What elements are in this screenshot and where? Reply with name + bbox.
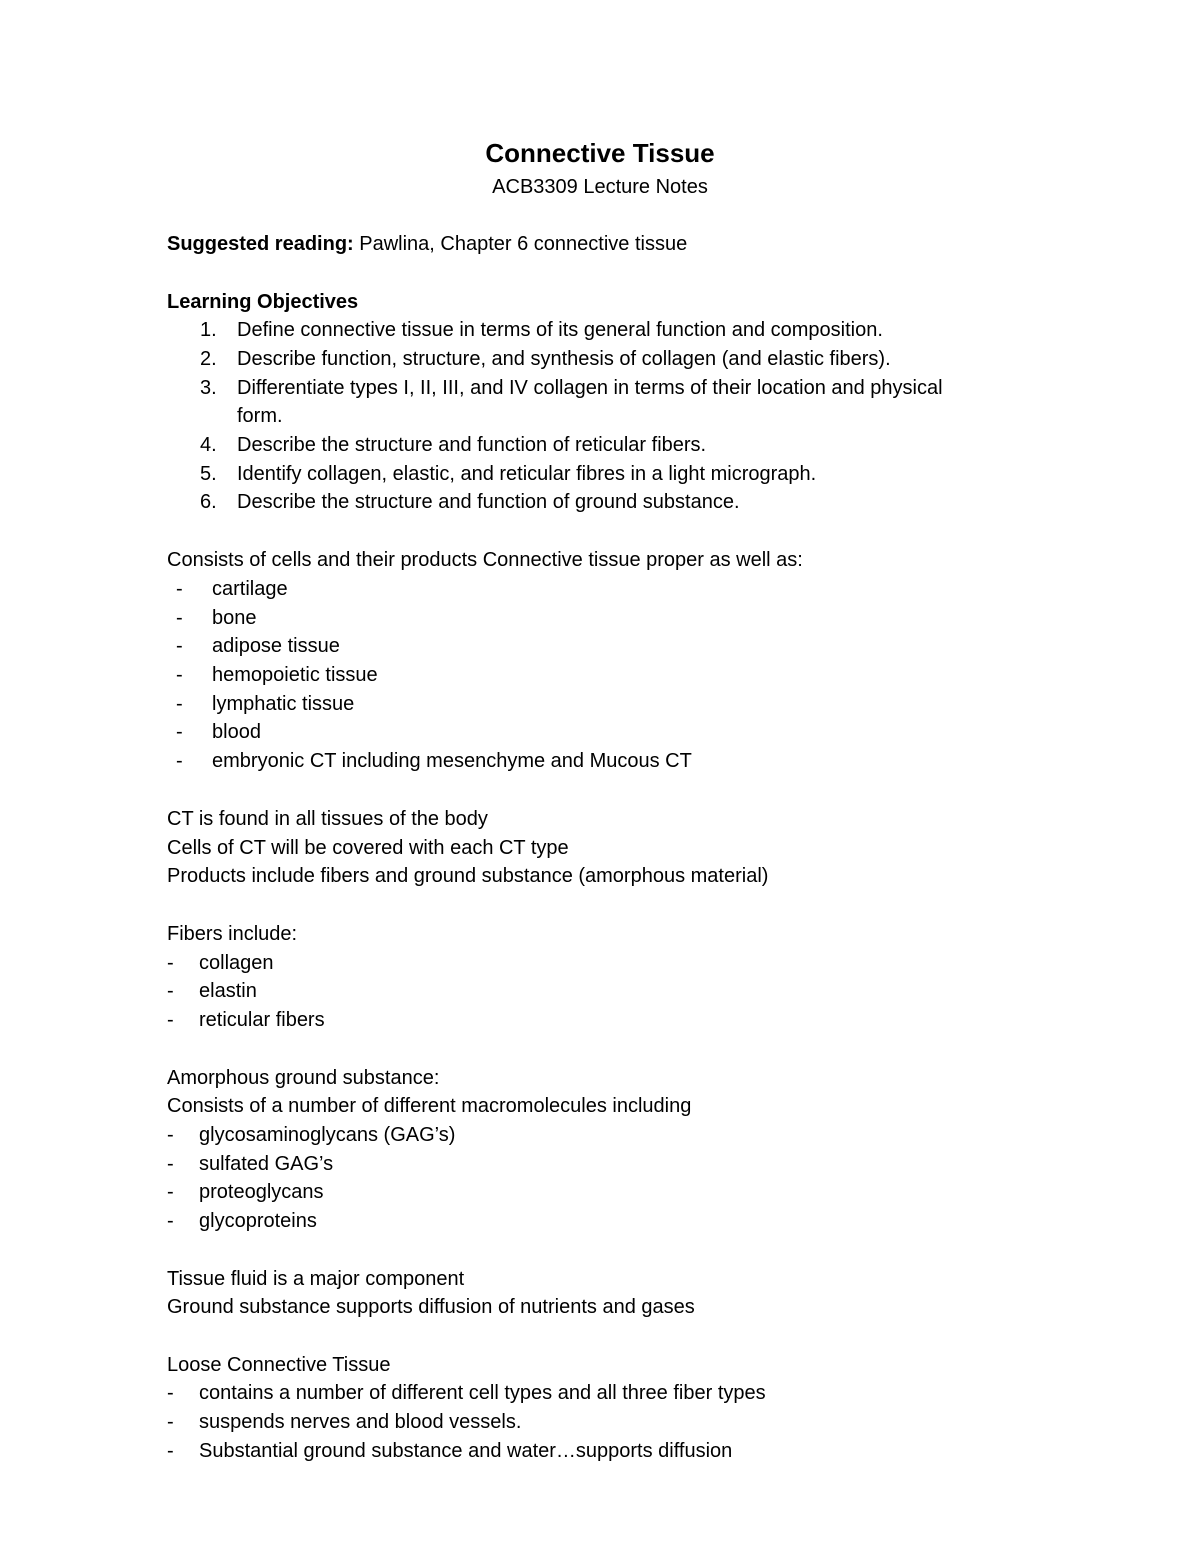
suggested-reading-label: Suggested reading:: [167, 233, 354, 255]
bullet-dash: -: [176, 693, 183, 715]
bullet-dash: -: [176, 750, 183, 772]
list-item: glycosaminoglycans (GAG’s): [199, 1124, 456, 1146]
list-item: Substantial ground substance and water…supports diffusion: [199, 1440, 733, 1462]
bullet-dash: -: [167, 1153, 174, 1175]
objective-text: Differentiate types I, II, III, and IV collagen in terms of their location and physical: [237, 377, 943, 399]
consists-intro: Consists of cells and their products Connective tissue proper as well as:: [167, 549, 803, 571]
list-item: lymphatic tissue: [212, 693, 355, 715]
objective-text-continued: form.: [237, 405, 283, 427]
suggested-reading: [167, 230, 687, 258]
objective-text: Describe function, structure, and synthesis of collagen (and elastic fibers).: [237, 348, 891, 370]
list-item: proteoglycans: [199, 1181, 324, 1203]
list-item: embryonic CT including mesenchyme and Mucous CT: [212, 750, 692, 772]
fluid-line: Ground substance supports diffusion of nutrients and gases: [167, 1296, 695, 1318]
bullet-dash: -: [167, 1210, 174, 1232]
bullet-dash: -: [176, 721, 183, 743]
bullet-dash: -: [167, 952, 174, 974]
loose-heading: Loose Connective Tissue: [167, 1354, 391, 1376]
objective-number: 2.: [200, 348, 217, 370]
bullet-dash: -: [176, 664, 183, 686]
suggested-reading-text: Pawlina, Chapter 6 connective tissue: [353, 233, 688, 255]
objective-number: 5.: [200, 463, 217, 485]
list-item: bone: [212, 607, 257, 629]
bullet-dash: -: [167, 980, 174, 1002]
objectives-heading: Learning Objectives: [167, 291, 359, 313]
list-item: hemopoietic tissue: [212, 664, 378, 686]
bullet-dash: -: [167, 1009, 174, 1031]
ct-line: Cells of CT will be covered with each CT type: [167, 837, 569, 859]
bullet-dash: -: [167, 1411, 174, 1433]
list-item: reticular fibers: [199, 1009, 325, 1031]
ground-intro: Consists of a number of different macromolecules including: [167, 1095, 692, 1117]
bullet-dash: -: [176, 578, 183, 600]
objective-text: Define connective tissue in terms of its general function and composition.: [237, 319, 883, 341]
objective-text: Identify collagen, elastic, and reticular fibres in a light micrograph.: [237, 463, 817, 485]
bullet-dash: -: [167, 1440, 174, 1462]
bullet-dash: -: [176, 607, 183, 629]
ct-line: CT is found in all tissues of the body: [167, 808, 488, 830]
bullet-dash: -: [167, 1382, 174, 1404]
fibers-heading: Fibers include:: [167, 923, 298, 945]
page-title: Connective Tissue: [485, 138, 715, 168]
objective-text: Describe the structure and function of ground substance.: [237, 491, 740, 513]
list-item: suspends nerves and blood vessels.: [199, 1411, 522, 1433]
objective-text: Describe the structure and function of reticular fibers.: [237, 434, 707, 456]
bullet-dash: -: [176, 635, 183, 657]
list-item: cartilage: [212, 578, 288, 600]
objective-number: 3.: [200, 377, 217, 399]
list-item: collagen: [199, 952, 274, 974]
objective-number: 4.: [200, 434, 217, 456]
page-subtitle: ACB3309 Lecture Notes: [492, 176, 708, 198]
ct-line: Products include fibers and ground substance (amorphous material): [167, 865, 769, 887]
list-item: contains a number of different cell types and all three fiber types: [199, 1382, 766, 1404]
bullet-dash: -: [167, 1124, 174, 1146]
list-item: sulfated GAG’s: [199, 1153, 334, 1175]
list-item: adipose tissue: [212, 635, 340, 657]
list-item: blood: [212, 721, 261, 743]
objective-number: 1.: [200, 319, 217, 341]
objective-number: 6.: [200, 491, 217, 513]
bullet-dash: -: [167, 1181, 174, 1203]
ground-heading: Amorphous ground substance:: [167, 1067, 440, 1089]
list-item: elastin: [199, 980, 257, 1002]
list-item: glycoproteins: [199, 1210, 317, 1232]
fluid-line: Tissue fluid is a major component: [167, 1268, 465, 1290]
